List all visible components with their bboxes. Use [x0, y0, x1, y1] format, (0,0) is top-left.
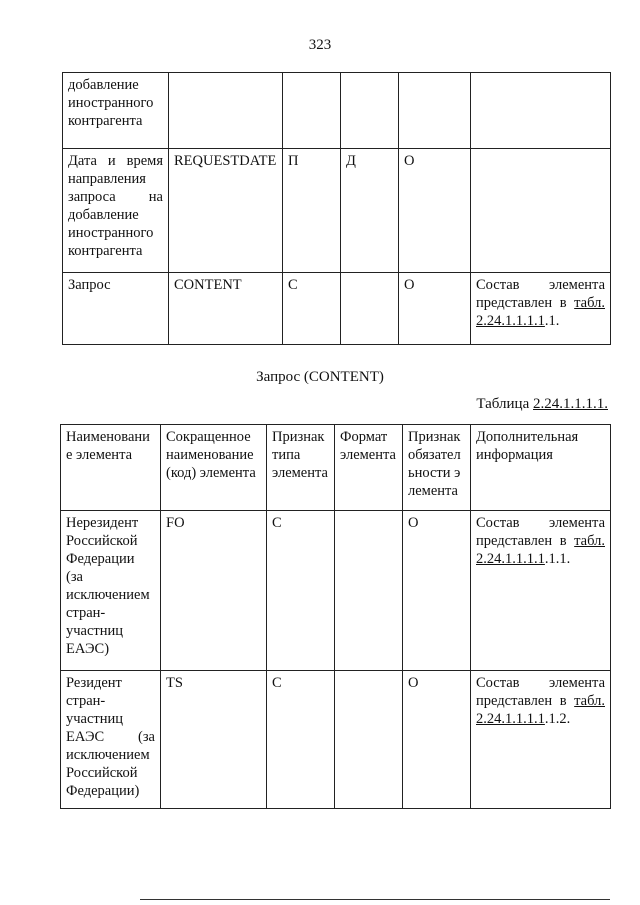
- table-row: [63, 149, 611, 273]
- page-bottom-rule: [140, 899, 610, 900]
- header-info: Дополнительная информация: [471, 425, 611, 511]
- table-row: [63, 273, 611, 345]
- table-row: [61, 511, 611, 671]
- table-row: [63, 73, 611, 149]
- element-required-cell: О: [403, 671, 471, 809]
- header-name: Наименование элемента: [61, 425, 161, 511]
- element-format-cell: Д: [341, 149, 399, 273]
- element-format-cell: [341, 73, 399, 149]
- element-info-cell: Состав элемента представлен в табл. 2.24.1.1.1.1.1.: [471, 273, 611, 345]
- element-format-cell: [341, 273, 399, 345]
- element-name-cell: Запрос: [63, 273, 169, 345]
- table-header-row: [61, 425, 611, 511]
- element-format-cell: [335, 671, 403, 809]
- header-code: Сокращенное наименование (код) элемента: [161, 425, 267, 511]
- element-name-cell: Резидент стран-участниц ЕАЭС (за исключением Российской Федерации): [61, 671, 161, 809]
- element-required-cell: О: [399, 149, 471, 273]
- header-format: Формат элемента: [335, 425, 403, 511]
- element-type-cell: С: [267, 511, 335, 671]
- element-info-cell: Состав элемента представлен в табл. 2.24.1.1.1.1.1.1.: [471, 511, 611, 671]
- element-code-cell: [169, 73, 283, 149]
- element-code-cell: CONTENT: [169, 273, 283, 345]
- elements-table-continued: [62, 72, 611, 345]
- element-code-cell: TS: [161, 671, 267, 809]
- header-required: Признак обязательности элемента: [403, 425, 471, 511]
- element-type-cell: П: [283, 149, 341, 273]
- element-name-cell: Дата и время направления запроса на добавление иностранного контрагента: [63, 149, 169, 273]
- element-info-cell: [471, 149, 611, 273]
- table-caption: Запрос (CONTENT): [256, 369, 384, 385]
- element-info-cell: [471, 73, 611, 149]
- content-elements-table: [60, 424, 611, 809]
- element-code-cell: REQUESTDATE: [169, 149, 283, 273]
- element-type-cell: С: [267, 671, 335, 809]
- page-number: 323: [308, 37, 332, 53]
- element-required-cell: О: [403, 511, 471, 671]
- table-row: [61, 671, 611, 809]
- element-info-cell: Состав элемента представлен в табл. 2.24.1.1.1.1.1.2.: [471, 671, 611, 809]
- element-required-cell: О: [399, 273, 471, 345]
- element-name-cell: Нерезидент Российской Федерации (за исключением стран-участниц ЕАЭС): [61, 511, 161, 671]
- element-type-cell: [283, 73, 341, 149]
- element-type-cell: С: [283, 273, 341, 345]
- element-code-cell: FO: [161, 511, 267, 671]
- header-type: Признак типа элемента: [267, 425, 335, 511]
- element-required-cell: [399, 73, 471, 149]
- element-format-cell: [335, 511, 403, 671]
- table-number: Таблица 2.24.1.1.1.1.: [476, 396, 608, 412]
- element-name-cell: добавление иностранного контрагента: [63, 73, 169, 149]
